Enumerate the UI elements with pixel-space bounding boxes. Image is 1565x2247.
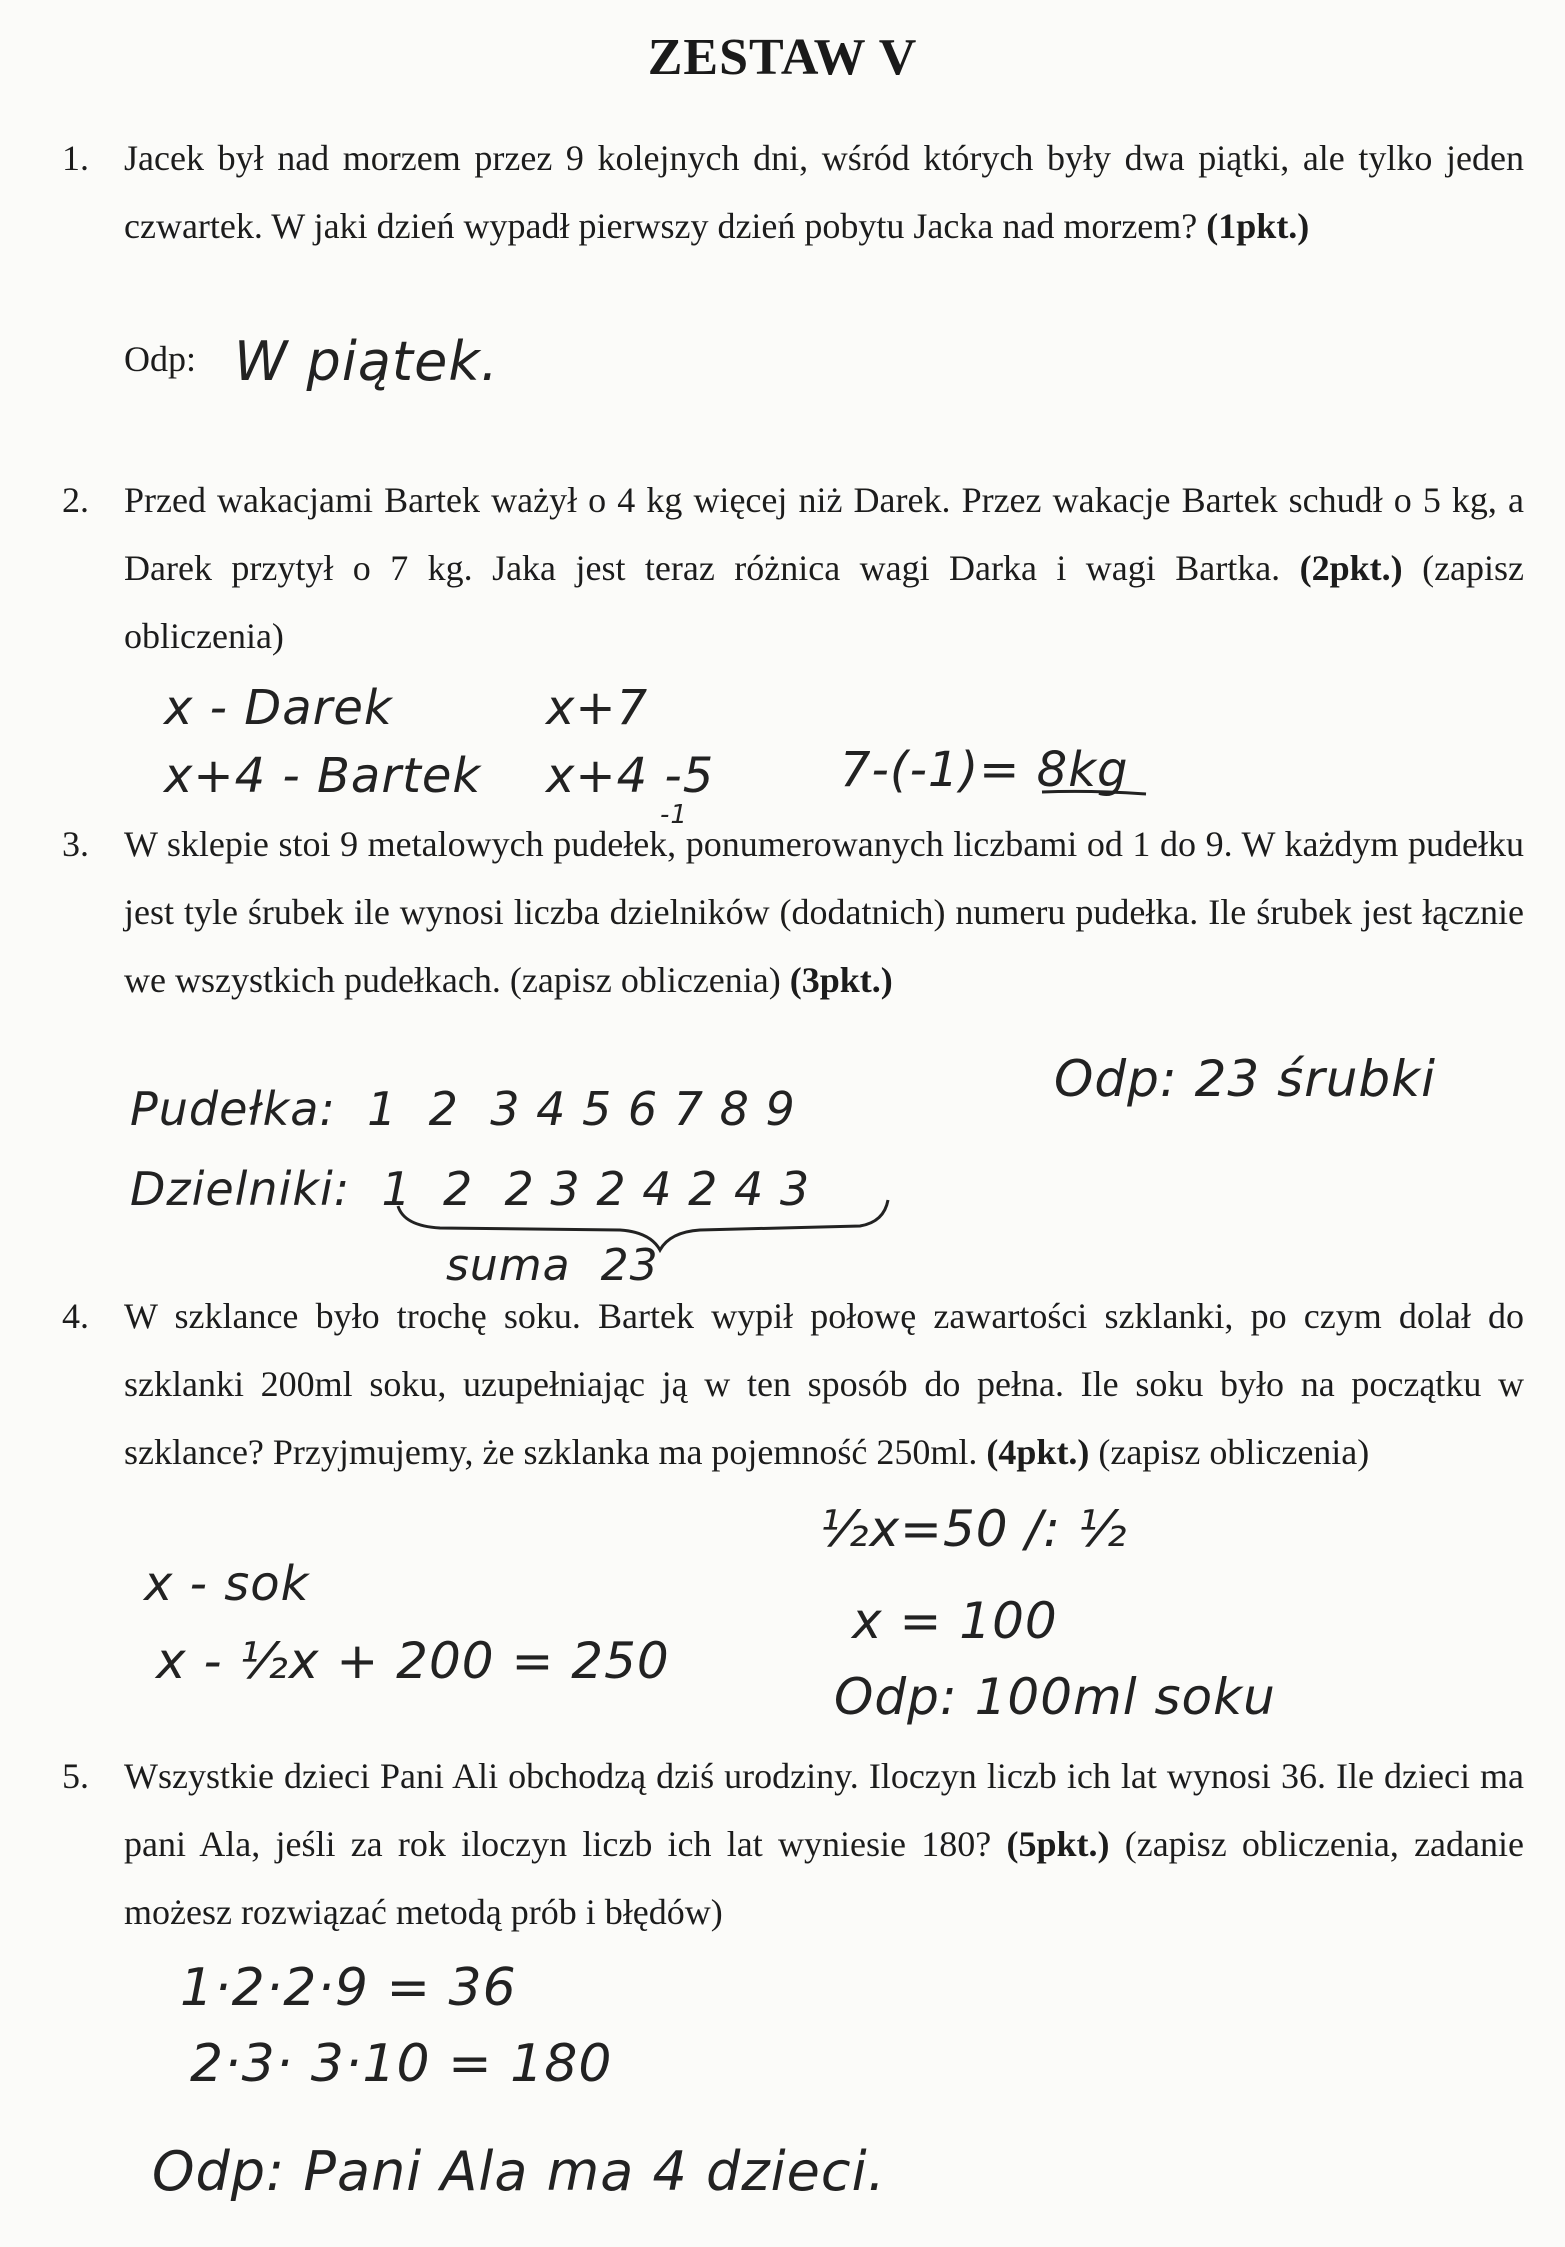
task-3	[62, 810, 1524, 1014]
page-title: ZESTAW V	[647, 29, 918, 86]
task-note: (zapisz obliczenia, zadanie możesz rozwiązać metodą prób i błędów)	[124, 1824, 1524, 1932]
handwritten-equation: x - ½x + 200 = 250	[156, 1632, 670, 1690]
task-body: Wszystkie dzieci Pani Ali obchodzą dziś urodziny. Iloczyn liczb ich lat wynosi 36. Ile dzieci ma pani Ala, jeśli za rok iloczyn liczb ich lat wyniesie 180?	[124, 1756, 1524, 1864]
handwritten-answer: W piątek.	[234, 330, 499, 393]
task-text	[124, 810, 1524, 1014]
task-text	[124, 466, 1524, 670]
task-points: (5pkt.)	[1006, 1824, 1110, 1864]
task-number: 5.	[62, 1756, 89, 1796]
task-text	[124, 1742, 1524, 1946]
task-1	[62, 124, 1524, 260]
task-body: W szklance było trochę soku. Bartek wypił połowę zawartości szklanki, po czym dolał do szklanki 200ml soku, uzupełniając ją w ten sposób do pełna. Ile soku było na początku w szklance? Przyjmujemy, że szklanka ma pojemność 250ml.	[124, 1296, 1524, 1472]
handwritten-line: x+7	[546, 680, 649, 736]
handwritten-row: Dzielniki: 1 2 2 3 2 4 2 4 3	[130, 1162, 811, 1216]
handwritten-equation: ½x=50 /: ½	[820, 1500, 1128, 1558]
task-number: 1.	[62, 138, 89, 178]
task-number: 2.	[62, 480, 89, 520]
task-4	[62, 1282, 1524, 1486]
task-points: (1pkt.)	[1206, 206, 1310, 246]
task-number: 4.	[62, 1296, 89, 1336]
handwritten-line: x+4 -5	[546, 748, 715, 804]
handwritten-answer: Odp: 23 śrubki	[1054, 1050, 1436, 1108]
task-points: (3pkt.)	[789, 960, 893, 1000]
task-body: Jacek był nad morzem przez 9 kolejnych dni, wśród których były dwa piątki, ale tylko jeden czwartek. W jaki dzień wypadł pierwszy dzień pobytu Jacka nad morzem?	[124, 138, 1524, 246]
handwritten-answer: Odp: 100ml soku	[834, 1668, 1276, 1726]
task-number: 3.	[62, 824, 89, 864]
handwritten-answer: Odp: Pani Ala ma 4 dzieci.	[152, 2140, 886, 2203]
handwritten-calculation: 7-(-1)= 8kg	[840, 742, 1129, 798]
task-5	[62, 1742, 1524, 1946]
handwritten-subnote: -1	[660, 800, 688, 830]
task-points: (2pkt.)	[1299, 548, 1403, 588]
task-body: Przed wakacjami Bartek ważył o 4 kg więcej niż Darek. Przez wakacje Bartek schudł o 5 kg, a Darek przytył o 7 kg. Jaka jest teraz różnica wagi Darka i wagi Bartka.	[124, 480, 1524, 588]
task-text	[124, 124, 1524, 260]
handwritten-equation: 1·2·2·9 = 36	[180, 1958, 517, 2018]
task-2	[62, 466, 1524, 670]
task-note: (zapisz obliczenia)	[1098, 1432, 1370, 1472]
task-points: (4pkt.)	[986, 1432, 1090, 1472]
handwritten-sum: suma 23	[446, 1240, 659, 1291]
handwritten-equation: 2·3· 3·10 = 180	[190, 2034, 613, 2094]
handwritten-line: x+4 - Bartek	[164, 748, 482, 804]
task-text	[124, 1282, 1524, 1486]
handwritten-equation: x = 100	[852, 1592, 1058, 1650]
task-note: (zapisz obliczenia)	[124, 548, 1525, 656]
handwritten-row: Pudełka: 1 2 3 4 5 6 7 8 9	[130, 1082, 796, 1136]
handwritten-line: x - sok	[144, 1556, 310, 1612]
answer-label: Odp:	[124, 339, 196, 379]
task-body: W sklepie stoi 9 metalowych pudełek, ponumerowanych liczbami od 1 do 9. W każdym pudełku jest tyle śrubek ile wynosi liczba dzielników (dodatnich) numeru pudełka. Ile śrubek jest łącznie we wszystkich pudełkach. (zapisz obliczenia)	[124, 824, 1524, 1000]
handwritten-line: x - Darek	[164, 680, 393, 736]
